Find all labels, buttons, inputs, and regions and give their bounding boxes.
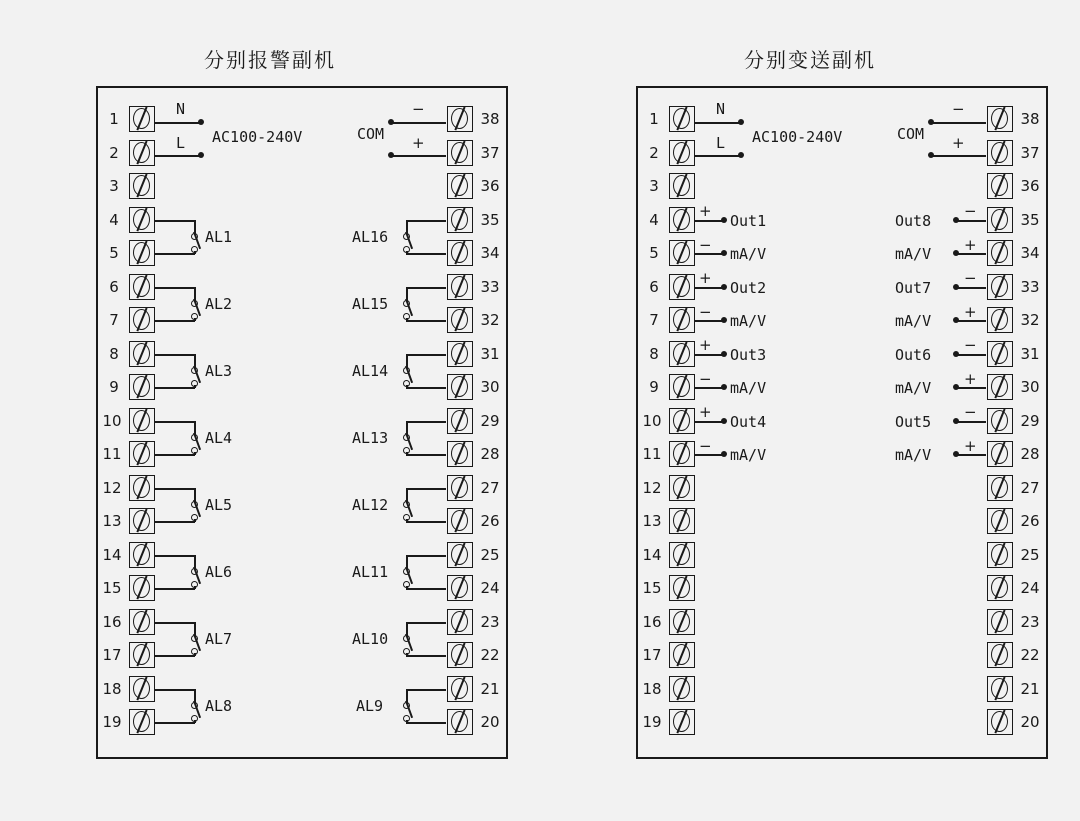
- terminal-number: 30: [480, 378, 500, 396]
- output-unit: mA/V: [730, 379, 767, 397]
- terminal-number: 1: [109, 110, 119, 128]
- terminal-number: 13: [102, 512, 122, 530]
- terminal-block[interactable]: [447, 575, 473, 601]
- terminal-block[interactable]: [669, 408, 695, 434]
- terminal-block[interactable]: [669, 575, 695, 601]
- terminal-number: 17: [102, 646, 122, 664]
- terminal-block[interactable]: [987, 709, 1013, 735]
- terminal-number: 31: [480, 345, 500, 363]
- terminal-number: 12: [642, 479, 662, 497]
- output-label: Out3: [730, 346, 767, 364]
- terminal-block[interactable]: [987, 508, 1013, 534]
- com-wire-minus: [390, 122, 446, 124]
- terminal-block[interactable]: [669, 508, 695, 534]
- terminal-number: 27: [480, 479, 500, 497]
- terminal-block[interactable]: [669, 609, 695, 635]
- com-plus-sign: +: [412, 134, 425, 152]
- terminal-number: 33: [480, 278, 500, 296]
- terminal-block[interactable]: [987, 542, 1013, 568]
- terminal-number: 3: [109, 177, 119, 195]
- terminal-number: 15: [102, 579, 122, 597]
- terminal-block[interactable]: [987, 475, 1013, 501]
- terminal-number: 16: [642, 613, 662, 631]
- terminal-number: 8: [109, 345, 119, 363]
- relay-label: AL7: [205, 630, 233, 648]
- terminal-block[interactable]: [669, 140, 695, 166]
- terminal-block[interactable]: [669, 341, 695, 367]
- junction-dot: [928, 152, 934, 158]
- output-unit: mA/V: [730, 446, 767, 464]
- power-wire-l: [155, 155, 201, 157]
- terminal-number: 2: [109, 144, 119, 162]
- terminal-block[interactable]: [987, 173, 1013, 199]
- line-l-label: L: [716, 134, 726, 152]
- terminal-number: 30: [1020, 378, 1040, 396]
- relay-label: AL16: [352, 228, 389, 246]
- output-label: Out6: [895, 346, 932, 364]
- line-l-label: L: [176, 134, 186, 152]
- relay-label: AL12: [352, 496, 389, 514]
- com-minus-sign: −: [412, 100, 425, 118]
- terminal-number: 24: [480, 579, 500, 597]
- terminal-block[interactable]: [669, 106, 695, 132]
- terminal-block[interactable]: [987, 274, 1013, 300]
- terminal-number: 19: [642, 713, 662, 731]
- plus-sign: +: [964, 303, 977, 321]
- terminal-block[interactable]: [129, 508, 155, 534]
- plus-sign: +: [699, 403, 712, 421]
- output-label: Out1: [730, 212, 767, 230]
- terminal-block[interactable]: [129, 173, 155, 199]
- output-unit: mA/V: [895, 312, 932, 330]
- minus-sign: −: [699, 236, 712, 254]
- terminal-number: 13: [642, 512, 662, 530]
- terminal-number: 26: [1020, 512, 1040, 530]
- terminal-block[interactable]: [129, 575, 155, 601]
- relay-label: AL3: [205, 362, 233, 380]
- terminal-number: 1: [649, 110, 659, 128]
- plus-sign: +: [699, 336, 712, 354]
- terminal-block[interactable]: [987, 307, 1013, 333]
- terminal-number: 29: [1020, 412, 1040, 430]
- terminal-block[interactable]: [129, 207, 155, 233]
- relay-label: AL13: [352, 429, 389, 447]
- output-label: Out8: [895, 212, 932, 230]
- terminal-number: 28: [480, 445, 500, 463]
- com-minus-sign: −: [952, 100, 965, 118]
- terminal-block[interactable]: [987, 140, 1013, 166]
- line-n-label: N: [716, 100, 726, 118]
- terminal-block[interactable]: [447, 307, 473, 333]
- terminal-block[interactable]: [669, 173, 695, 199]
- terminal-number: 23: [1020, 613, 1040, 631]
- terminal-block[interactable]: [987, 575, 1013, 601]
- terminal-number: 24: [1020, 579, 1040, 597]
- terminal-block[interactable]: [669, 374, 695, 400]
- terminal-block[interactable]: [447, 508, 473, 534]
- terminal-number: 4: [109, 211, 119, 229]
- terminal-block[interactable]: [129, 642, 155, 668]
- power-wire-n: [155, 122, 201, 124]
- terminal-block[interactable]: [447, 240, 473, 266]
- plus-sign: +: [699, 202, 712, 220]
- terminal-number: 34: [1020, 244, 1040, 262]
- output-label: Out5: [895, 413, 932, 431]
- output-unit: mA/V: [895, 245, 932, 263]
- minus-sign: −: [964, 269, 977, 287]
- junction-dot: [738, 152, 744, 158]
- relay-label: AL5: [205, 496, 233, 514]
- terminal-number: 36: [1020, 177, 1040, 195]
- minus-sign: −: [964, 403, 977, 421]
- power-wire-l: [695, 155, 741, 157]
- terminal-block[interactable]: [669, 274, 695, 300]
- terminal-number: 21: [1020, 680, 1040, 698]
- terminal-block[interactable]: [129, 709, 155, 735]
- terminal-block[interactable]: [447, 274, 473, 300]
- terminal-block[interactable]: [669, 240, 695, 266]
- terminal-number: 15: [642, 579, 662, 597]
- terminal-number: 16: [102, 613, 122, 631]
- terminal-block[interactable]: [987, 341, 1013, 367]
- com-wire-plus: [390, 155, 446, 157]
- terminal-number: 32: [480, 311, 500, 329]
- terminal-block[interactable]: [447, 106, 473, 132]
- plus-sign: +: [964, 370, 977, 388]
- output-unit: mA/V: [895, 446, 932, 464]
- terminal-number: 5: [649, 244, 659, 262]
- terminal-block[interactable]: [447, 408, 473, 434]
- terminal-block[interactable]: [987, 441, 1013, 467]
- output-label: Out4: [730, 413, 767, 431]
- terminal-block[interactable]: [669, 676, 695, 702]
- terminal-block[interactable]: [447, 642, 473, 668]
- minus-sign: −: [964, 202, 977, 220]
- terminal-block[interactable]: [129, 542, 155, 568]
- terminal-number: 4: [649, 211, 659, 229]
- terminal-number: 9: [109, 378, 119, 396]
- power-wire-n: [695, 122, 741, 124]
- terminal-block[interactable]: [447, 374, 473, 400]
- terminal-number: 35: [480, 211, 500, 229]
- terminal-number: 27: [1020, 479, 1040, 497]
- terminal-block[interactable]: [669, 542, 695, 568]
- terminal-block[interactable]: [669, 642, 695, 668]
- terminal-number: 6: [649, 278, 659, 296]
- terminal-number: 36: [480, 177, 500, 195]
- plus-sign: +: [699, 269, 712, 287]
- minus-sign: −: [699, 437, 712, 455]
- junction-dot: [928, 119, 934, 125]
- terminal-number: 19: [102, 713, 122, 731]
- terminal-number: 25: [1020, 546, 1040, 564]
- terminal-block[interactable]: [129, 609, 155, 635]
- terminal-number: 38: [1020, 110, 1040, 128]
- terminal-block[interactable]: [987, 106, 1013, 132]
- terminal-block[interactable]: [447, 441, 473, 467]
- terminal-block[interactable]: [129, 240, 155, 266]
- terminal-number: 14: [102, 546, 122, 564]
- terminal-block[interactable]: [987, 642, 1013, 668]
- terminal-number: 12: [102, 479, 122, 497]
- relay-label: AL1: [205, 228, 233, 246]
- terminal-block[interactable]: [129, 441, 155, 467]
- terminal-block[interactable]: [129, 676, 155, 702]
- terminal-number: 26: [480, 512, 500, 530]
- minus-sign: −: [699, 303, 712, 321]
- terminal-number: 5: [109, 244, 119, 262]
- com-plus-sign: +: [952, 134, 965, 152]
- terminal-block[interactable]: [129, 374, 155, 400]
- terminal-number: 14: [642, 546, 662, 564]
- terminal-number: 18: [642, 680, 662, 698]
- terminal-block[interactable]: [669, 475, 695, 501]
- relay-label: AL8: [205, 697, 233, 715]
- terminal-number: 21: [480, 680, 500, 698]
- terminal-number: 37: [480, 144, 500, 162]
- terminal-number: 34: [480, 244, 500, 262]
- terminal-block[interactable]: [987, 676, 1013, 702]
- terminal-block[interactable]: [987, 207, 1013, 233]
- terminal-number: 11: [102, 445, 122, 463]
- terminal-number: 7: [649, 311, 659, 329]
- terminal-block[interactable]: [129, 140, 155, 166]
- relay-label: AL14: [352, 362, 389, 380]
- junction-dot: [198, 152, 204, 158]
- terminal-block[interactable]: [129, 408, 155, 434]
- terminal-number: 37: [1020, 144, 1040, 162]
- terminal-number: 35: [1020, 211, 1040, 229]
- terminal-block[interactable]: [447, 207, 473, 233]
- panel-title: 分别变送副机: [744, 48, 876, 72]
- terminal-number: 17: [642, 646, 662, 664]
- relay-label: AL4: [205, 429, 233, 447]
- terminal-number: 29: [480, 412, 500, 430]
- terminal-number: 6: [109, 278, 119, 296]
- minus-sign: −: [699, 370, 712, 388]
- terminal-block[interactable]: [447, 709, 473, 735]
- terminal-block[interactable]: [447, 609, 473, 635]
- power-label: AC100-240V: [752, 128, 843, 146]
- terminal-number: 3: [649, 177, 659, 195]
- terminal-block[interactable]: [987, 240, 1013, 266]
- terminal-block[interactable]: [987, 374, 1013, 400]
- terminal-block[interactable]: [669, 709, 695, 735]
- terminal-number: 8: [649, 345, 659, 363]
- terminal-block[interactable]: [447, 676, 473, 702]
- terminal-block[interactable]: [669, 307, 695, 333]
- terminal-number: 38: [480, 110, 500, 128]
- terminal-number: 28: [1020, 445, 1040, 463]
- relay-label: AL9: [356, 697, 384, 715]
- junction-dot: [738, 119, 744, 125]
- terminal-block[interactable]: [129, 307, 155, 333]
- com-label: COM: [897, 125, 925, 143]
- output-label: Out7: [895, 279, 932, 297]
- terminal-block[interactable]: [447, 475, 473, 501]
- terminal-number: 25: [480, 546, 500, 564]
- terminal-block[interactable]: [129, 274, 155, 300]
- relay-label: AL2: [205, 295, 233, 313]
- terminal-block[interactable]: [129, 475, 155, 501]
- output-unit: mA/V: [730, 245, 767, 263]
- output-label: Out2: [730, 279, 767, 297]
- terminal-block[interactable]: [669, 207, 695, 233]
- minus-sign: −: [964, 336, 977, 354]
- output-unit: mA/V: [895, 379, 932, 397]
- terminal-number: 7: [109, 311, 119, 329]
- terminal-number: 33: [1020, 278, 1040, 296]
- terminal-number: 2: [649, 144, 659, 162]
- terminal-block[interactable]: [447, 140, 473, 166]
- terminal-block[interactable]: [447, 341, 473, 367]
- relay-label: AL6: [205, 563, 233, 581]
- com-label: COM: [357, 125, 385, 143]
- com-wire-minus: [930, 122, 986, 124]
- terminal-number: 18: [102, 680, 122, 698]
- terminal-block[interactable]: [129, 341, 155, 367]
- plus-sign: +: [964, 236, 977, 254]
- output-unit: mA/V: [730, 312, 767, 330]
- relay-label: AL11: [352, 563, 389, 581]
- terminal-block[interactable]: [447, 173, 473, 199]
- terminal-number: 22: [480, 646, 500, 664]
- terminal-number: 9: [649, 378, 659, 396]
- terminal-number: 20: [1020, 713, 1040, 731]
- terminal-block[interactable]: [447, 542, 473, 568]
- terminal-block[interactable]: [987, 408, 1013, 434]
- terminal-block[interactable]: [129, 106, 155, 132]
- junction-dot: [388, 152, 394, 158]
- terminal-number: 23: [480, 613, 500, 631]
- terminal-number: 31: [1020, 345, 1040, 363]
- terminal-block[interactable]: [987, 609, 1013, 635]
- panel-title: 分别报警副机: [204, 48, 336, 72]
- terminal-number: 20: [480, 713, 500, 731]
- terminal-number: 10: [642, 412, 662, 430]
- com-wire-plus: [930, 155, 986, 157]
- line-n-label: N: [176, 100, 186, 118]
- plus-sign: +: [964, 437, 977, 455]
- junction-dot: [388, 119, 394, 125]
- terminal-number: 11: [642, 445, 662, 463]
- power-label: AC100-240V: [212, 128, 303, 146]
- terminal-number: 22: [1020, 646, 1040, 664]
- relay-label: AL10: [352, 630, 389, 648]
- junction-dot: [198, 119, 204, 125]
- terminal-number: 32: [1020, 311, 1040, 329]
- relay-label: AL15: [352, 295, 389, 313]
- diagram-panel-transmit: [540, 0, 1080, 821]
- terminal-block[interactable]: [669, 441, 695, 467]
- terminal-number: 10: [102, 412, 122, 430]
